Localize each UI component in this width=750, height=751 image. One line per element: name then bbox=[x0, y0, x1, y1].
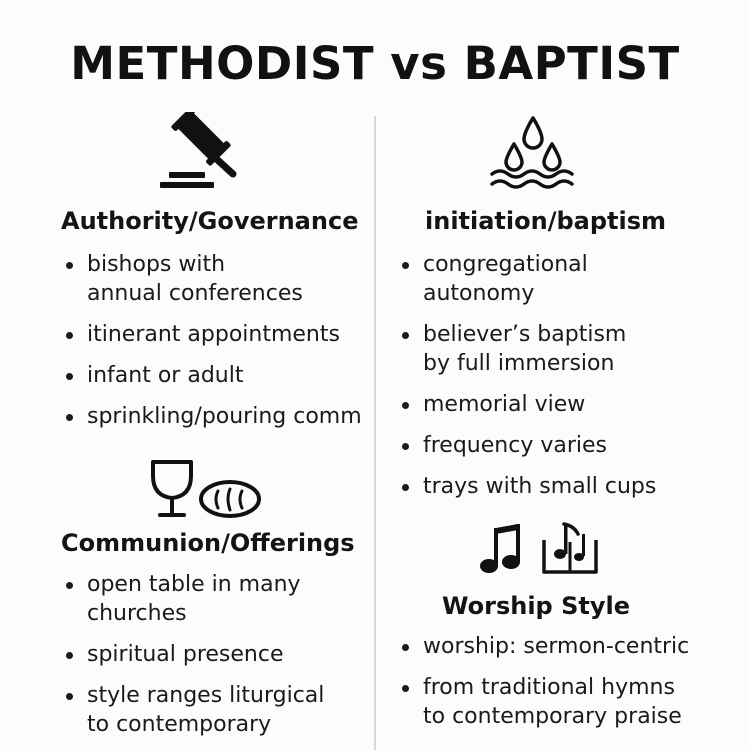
communion-heading: Communion/Offerings bbox=[61, 529, 355, 557]
list-item: memorial view bbox=[399, 390, 739, 419]
list-item: bishops with annual conferences bbox=[63, 250, 368, 308]
list-item: itinerant appointments bbox=[63, 320, 368, 349]
music-notes-icon bbox=[478, 520, 603, 578]
list-item: sprinkling/pouring comm bbox=[63, 402, 368, 431]
communion-list bbox=[63, 570, 368, 751]
list-item: open table in many churches bbox=[63, 570, 368, 628]
baptism-list bbox=[399, 250, 739, 513]
governance-heading: Authority/Governance bbox=[61, 207, 359, 235]
list-item: infant or adult bbox=[63, 361, 368, 390]
list-item: frequency varies bbox=[399, 431, 739, 460]
list-item: style ranges liturgical to contemporary bbox=[63, 681, 368, 739]
gavel-icon bbox=[155, 112, 245, 190]
water-drops-icon bbox=[488, 112, 578, 194]
list-item: congregational autonomy bbox=[399, 250, 739, 308]
column-divider bbox=[374, 116, 376, 750]
chalice-and-bread-icon bbox=[148, 458, 263, 520]
baptism-heading: initiation/baptism bbox=[425, 207, 667, 235]
governance-list bbox=[63, 250, 368, 443]
list-item: believer’s baptism by full immersion bbox=[399, 320, 739, 378]
list-item: spiritual presence bbox=[63, 640, 368, 669]
list-item: from traditional hymns to contemporary praise bbox=[399, 673, 739, 731]
worship-list bbox=[399, 632, 739, 743]
page-title: METHODIST vs BAPTIST bbox=[70, 37, 680, 90]
list-item: trays with small cups bbox=[399, 472, 739, 501]
worship-heading: Worship Style bbox=[442, 592, 630, 620]
list-item: worship: sermon-centric bbox=[399, 632, 739, 661]
